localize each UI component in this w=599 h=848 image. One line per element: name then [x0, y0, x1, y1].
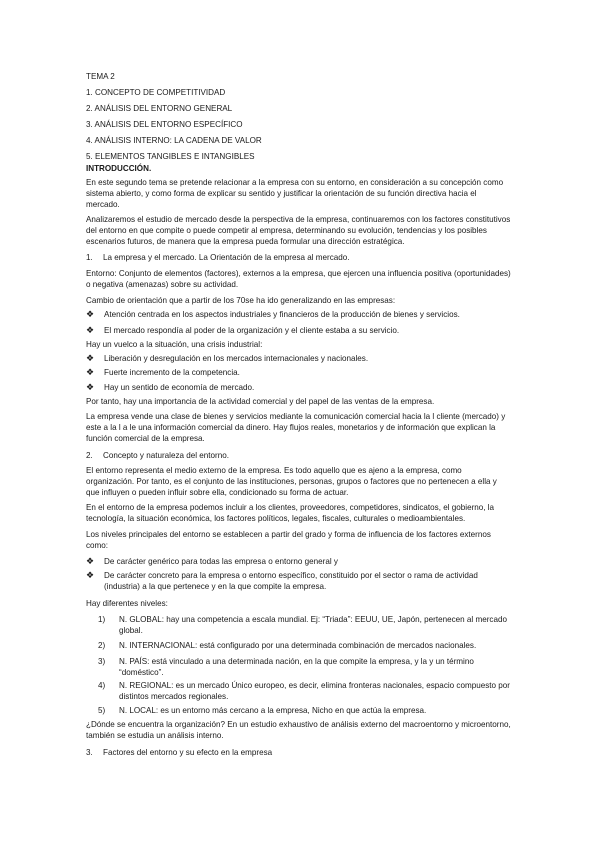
- list-item: 5) N. LOCAL: es un entorno más cercano a la empresa, Nicho en que actúa la empresa.: [98, 706, 427, 715]
- list-item: ❖ De carácter genérico para todas las empresa o entorno general y: [86, 556, 338, 566]
- donde-paragraph: ¿Dónde se encuentra la organización? En un estudio exhaustivo de análisis externo del macroentorno y microentorno, también se estudia un análisis interno.: [86, 720, 511, 741]
- entorno-paragraph-3: Los niveles principales del entorno se establecen a partir del grado y forma de influencia de los factores externos como:: [86, 530, 491, 551]
- section-1-number: 1.: [86, 253, 93, 262]
- list-item: 4) N. REGIONAL: es un mercado Único europeo, es decir, elimina fronteras nacionales, espacio compuesto por distintos mercados regionales.: [98, 681, 510, 702]
- diamond-bullet-icon: ❖: [86, 309, 95, 319]
- diamond-bullet-icon: ❖: [86, 570, 95, 580]
- cambio-intro: Cambio de orientación que a partir de los 70se ha ido generalizando en las empresas:: [86, 296, 396, 305]
- toc-item-2: 2. ANÁLISIS DEL ENTORNO GENERAL: [86, 104, 233, 113]
- entorno-paragraph-2: En el entorno de la empresa podemos incluir a los clientes, proveedores, competidores, sindicatos, el gobierno, la tecnología, la situación económica, los factores políticos, legales, fiscales, culturales o medioambientales.: [86, 503, 495, 524]
- diamond-bullet-icon: ❖: [86, 382, 95, 392]
- section-3-title: Factores del entorno y su efecto en la empresa: [103, 748, 273, 757]
- niveles-intro: Hay diferentes niveles:: [86, 599, 168, 608]
- portanto-paragraph: Por tanto, hay una importancia de la actividad comercial y del papel de las ventas de la empresa.: [86, 397, 435, 406]
- section-1-title: La empresa y el mercado. La Orientación de la empresa al mercado.: [103, 253, 350, 262]
- intro-heading: INTRODUCCIÓN.: [86, 164, 152, 173]
- section-3-heading: [86, 747, 512, 759]
- toc-item-5: 5. ELEMENTOS TANGIBLES E INTANGIBLES: [86, 152, 255, 161]
- diamond-bullet-icon: ❖: [86, 367, 95, 377]
- list-item: ❖ Atención centrada en los aspectos industriales y financieros de la producción de bienes y servicios.: [86, 309, 460, 319]
- section-2-heading: [86, 450, 512, 462]
- list-item: ❖ El mercado respondía al poder de la organización y el cliente estaba a su servicio.: [86, 325, 400, 335]
- list-item: 2) N. INTERNACIONAL: está configurado por una determinada combinación de mercados nacionales.: [98, 641, 477, 650]
- vuelco-intro: Hay un vuelco a la situación, una crisis industrial:: [86, 340, 263, 349]
- list-item: 3) N. PAÍS: está vinculado a una determinada nación, en la que compite la empresa, y la y un término “doméstico”.: [98, 657, 474, 678]
- list-item: ❖ Hay un sentido de economía de mercado.: [86, 382, 255, 392]
- toc-item-3: 3. ANÁLISIS DEL ENTORNO ESPECÍFICO: [86, 120, 243, 129]
- tema-label: TEMA 2: [86, 72, 115, 81]
- toc-item-1: 1. CONCEPTO DE COMPETITIVIDAD: [86, 88, 226, 97]
- list-item: ❖ De carácter concreto para la empresa o entorno específico, constituido por el sector o rama de actividad (industria) a la que pertenece y en la que compite la empresa.: [86, 570, 478, 592]
- intro-paragraph-2: Analizaremos el estudio de mercado desde la perspectiva de la empresa, continuaremos con los factores constitutivos del entorno en que compite o puede competir al empresa, determinando su evolución, tendencias y los posibles escenarios futuros, de manera que la empresa pueda formular una dirección estratégica.: [86, 215, 511, 247]
- toc-item-4: 4. ANÁLISIS INTERNO: LA CADENA DE VALOR: [86, 136, 262, 145]
- section-3-number: 3.: [86, 748, 93, 757]
- section-2-title: Concepto y naturaleza del entorno.: [103, 451, 229, 460]
- diamond-bullet-icon: ❖: [86, 353, 95, 363]
- entorno-definition: Entorno: Conjunto de elementos (factores), externos a la empresa, que ejercen una influencia positiva (oportunidades) o negativa (amenazas) sobre su actividad.: [86, 269, 511, 290]
- section-1-heading: [86, 252, 512, 264]
- section-2-number: 2.: [86, 451, 93, 460]
- vende-paragraph: La empresa vende una clase de bienes y servicios mediante la comunicación comercial hacia la l cliente (mercado) y este a la l a le una información comercial da dinero. Hay flujos reales, monetarios y de información que explican la función comercial de la empresa.: [86, 412, 506, 444]
- diamond-bullet-icon: ❖: [86, 325, 95, 335]
- diamond-bullet-icon: ❖: [86, 556, 95, 566]
- intro-paragraph-1: En este segundo tema se pretende relacionar a la empresa con su entorno, en consideración a su concepción como sistema abierto, y como forma de explicar su sentido y justificar la orientación de su función directiva hacia el mercado.: [86, 178, 504, 210]
- entorno-paragraph-1: El entorno representa el medio externo de la empresa. Es todo aquello que es ajeno a la empresa, como organización. Por tanto, es el conjunto de las instituciones, personas, grupos o factores que no pertenecen a ella y que influyen o pueden influir sobre ella, condicionado su forma de actuar.: [86, 466, 497, 498]
- list-item: ❖ Fuerte incremento de la competencia.: [86, 367, 240, 377]
- list-item: ❖ Liberación y desregulación en los mercados internacionales y nacionales.: [86, 353, 369, 363]
- list-item: 1) N. GLOBAL: hay una competencia a escala mundial. Ej: “Triada”: EEUU, UE, Japón, pertenecen al mercado global.: [98, 615, 507, 636]
